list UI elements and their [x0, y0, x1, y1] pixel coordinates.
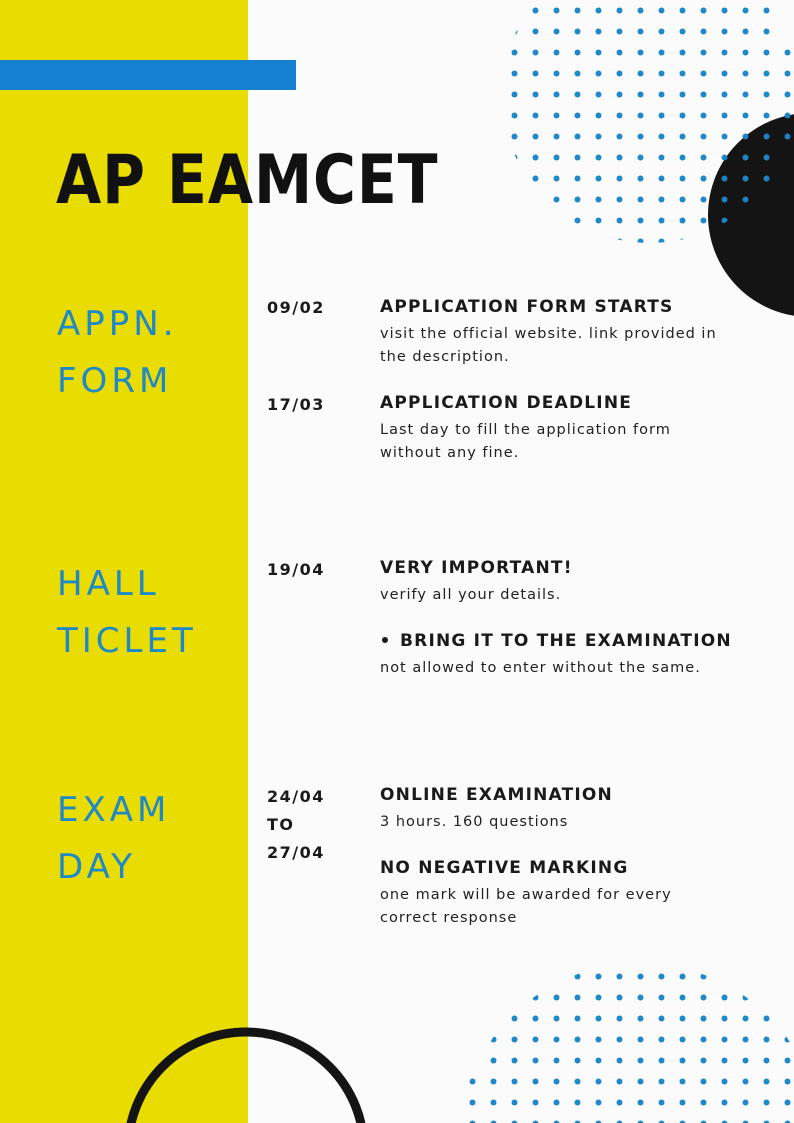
event-date — [267, 391, 325, 419]
event-description — [380, 584, 770, 607]
desc-line: 3 hours. 160 questions — [380, 814, 569, 830]
section-label-line: EXAM — [57, 790, 171, 830]
event-date — [267, 556, 325, 584]
section-label-line: FORM — [57, 361, 173, 401]
page-title: AP EAMCET — [56, 141, 439, 220]
desc-line: visit the official website. link provided in — [380, 326, 717, 342]
section-label-line: DAY — [57, 847, 136, 887]
event-entry — [380, 558, 770, 607]
event-entry — [380, 393, 770, 465]
section-label-line: HALL — [57, 564, 160, 604]
date-line: 09/02 — [267, 298, 325, 317]
desc-line: the description. — [380, 349, 510, 365]
date-line: 19/04 — [267, 560, 325, 579]
desc-line: one mark will be awarded for every — [380, 887, 672, 903]
desc-line: not allowed to enter without the same. — [380, 660, 701, 676]
desc-line: Last day to fill the application form — [380, 422, 671, 438]
desc-line: correct response — [380, 910, 518, 926]
bullet-icon — [382, 637, 388, 643]
section-label-exam-day — [57, 782, 170, 896]
event-entry-bullet — [380, 631, 770, 680]
section-label-line: APPN. — [57, 304, 178, 344]
desc-line: verify all your details. — [380, 587, 562, 603]
event-entry — [380, 297, 770, 369]
event-description — [380, 884, 770, 930]
event-entry — [380, 858, 770, 930]
ring-bottom — [128, 1032, 364, 1123]
section-label-appn-form — [57, 296, 178, 410]
date-line: TO — [267, 815, 295, 834]
event-description — [380, 419, 770, 465]
event-heading — [380, 631, 770, 651]
heading-text: BRING IT TO THE EXAMINATION — [400, 631, 732, 651]
event-entry — [380, 785, 770, 834]
event-heading: APPLICATION DEADLINE — [380, 393, 633, 413]
date-line: 17/03 — [267, 395, 325, 414]
dot-circle-bottom-right — [458, 963, 794, 1123]
desc-line: without any fine. — [380, 445, 520, 461]
event-heading: NO NEGATIVE MARKING — [380, 858, 629, 878]
date-line: 27/04 — [267, 843, 325, 862]
date-line: 24/04 — [267, 787, 325, 806]
event-heading: APPLICATION FORM STARTS — [380, 297, 674, 317]
event-date — [267, 294, 325, 322]
event-heading: VERY IMPORTANT! — [380, 558, 573, 578]
event-date-range — [267, 783, 325, 867]
section-label-hall-ticket — [57, 556, 197, 670]
event-description — [380, 811, 770, 834]
section-label-line: TICLET — [57, 621, 197, 661]
event-description — [380, 657, 770, 680]
event-description — [380, 323, 770, 369]
event-heading: ONLINE EXAMINATION — [380, 785, 613, 805]
